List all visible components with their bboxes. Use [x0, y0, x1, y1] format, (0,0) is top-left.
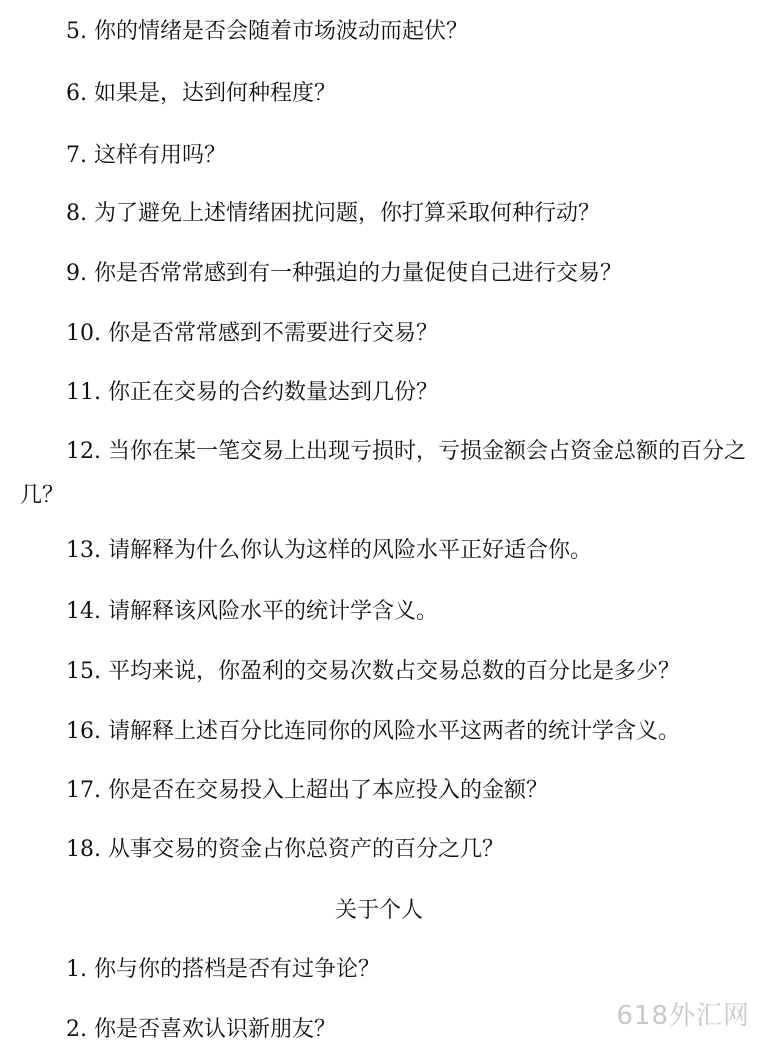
- question-14: 14. 请解释该风险水平的统计学含义。: [66, 599, 438, 624]
- question-10: 10. 你是否常常感到不需要进行交易？: [66, 321, 438, 346]
- question-5: 5. 你的情绪是否会随着市场波动而起伏？: [66, 19, 468, 44]
- question-11: 11. 你正在交易的合约数量达到几份？: [66, 380, 438, 405]
- question-18: 18. 从事交易的资金占你总资产的百分之几？: [66, 837, 504, 862]
- question-6: 6. 如果是，达到何种程度？: [66, 81, 336, 106]
- question-7: 7. 这样有用吗？: [66, 143, 226, 168]
- question-17: 17. 你是否在交易投入上超出了本应投入的金额？: [66, 778, 548, 803]
- question-15: 15. 平均来说，你盈利的交易次数占交易总数的百分比是多少？: [66, 659, 680, 684]
- personal-question-1: 1. 你与你的搭档是否有过争论？: [66, 957, 380, 982]
- question-13: 13. 请解释为什么你认为这样的风险水平正好适合你。: [66, 538, 592, 563]
- section-heading: 关于个人: [334, 898, 423, 923]
- watermark-logo: 618外汇网: [616, 1001, 750, 1031]
- question-8: 8. 为了避免上述情绪困扰问题，你打算采取何种行动？: [66, 201, 600, 226]
- question-16: 16. 请解释上述百分比连同你的风险水平这两者的统计学含义。: [66, 719, 680, 744]
- question-9: 9. 你是否常常感到有一种强迫的力量促使自己进行交易？: [66, 261, 622, 286]
- personal-question-2: 2. 你是否喜欢认识新朋友？: [66, 1017, 336, 1042]
- question-12: 12. 当你在某一笔交易上出现亏损时，亏损金额会占资金总额的百分之几？: [20, 439, 746, 508]
